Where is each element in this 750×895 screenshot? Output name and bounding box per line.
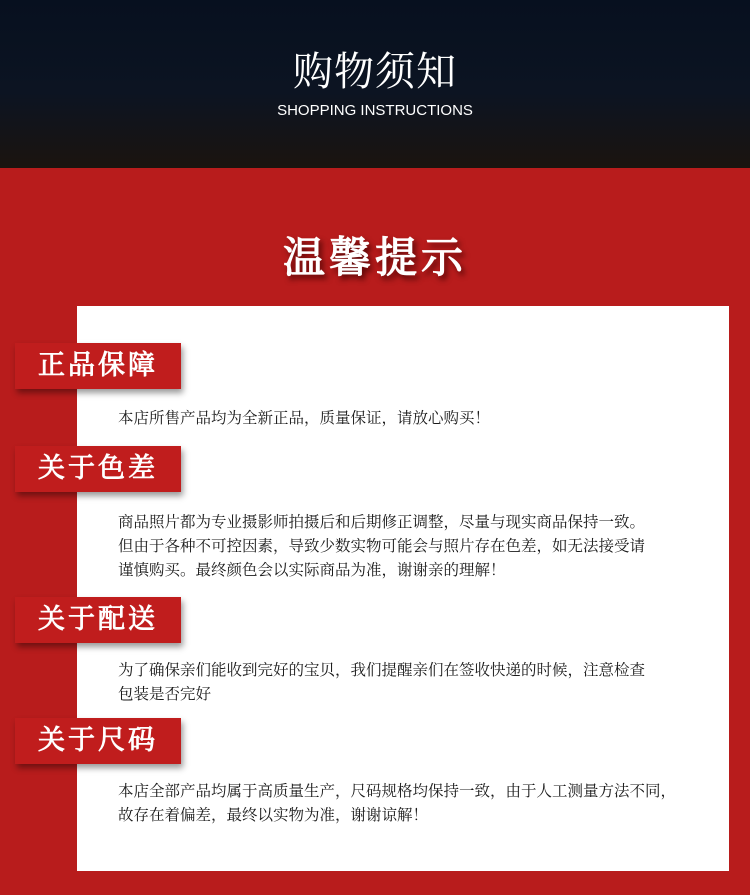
text-line: 包装是否完好 [118, 685, 212, 703]
section-text-color-difference [118, 510, 708, 582]
section-label-delivery: 关于配送 [15, 597, 181, 643]
notice-heading: 温馨提示 [282, 233, 467, 282]
section-text-delivery [118, 658, 708, 706]
page-title: 购物须知 [293, 49, 457, 95]
text-line: 本店全部产品均属于高质量生产，尺码规格均保持一致，由于人工测量方法不同， [118, 782, 677, 800]
section-label-color-difference: 关于色差 [15, 446, 181, 492]
text-line: 商品照片都为专业摄影师拍摄后和后期修正调整，尽量与现实商品保持一致。 [118, 513, 646, 531]
section-text-authentic [118, 406, 708, 430]
text-line: 但由于各种不可控因素，导致少数实物可能会与照片存在色差，如无法接受请 [118, 537, 646, 555]
section-label-authentic: 正品保障 [15, 343, 181, 389]
page-subtitle: SHOPPING INSTRUCTIONS [277, 102, 473, 119]
header-banner [0, 0, 750, 168]
section-text-size [118, 779, 718, 827]
text-line: 谨慎购买。最终颜色会以实际商品为准，谢谢亲的理解！ [118, 561, 506, 579]
text-line: 故存在着偏差，最终以实物为准，谢谢谅解！ [118, 806, 429, 824]
text-line: 本店所售产品均为全新正品，质量保证，请放心购买！ [118, 409, 491, 427]
text-line: 为了确保亲们能收到完好的宝贝，我们提醒亲们在签收快递的时候，注意检查 [118, 661, 646, 679]
section-label-size: 关于尺码 [15, 718, 181, 764]
